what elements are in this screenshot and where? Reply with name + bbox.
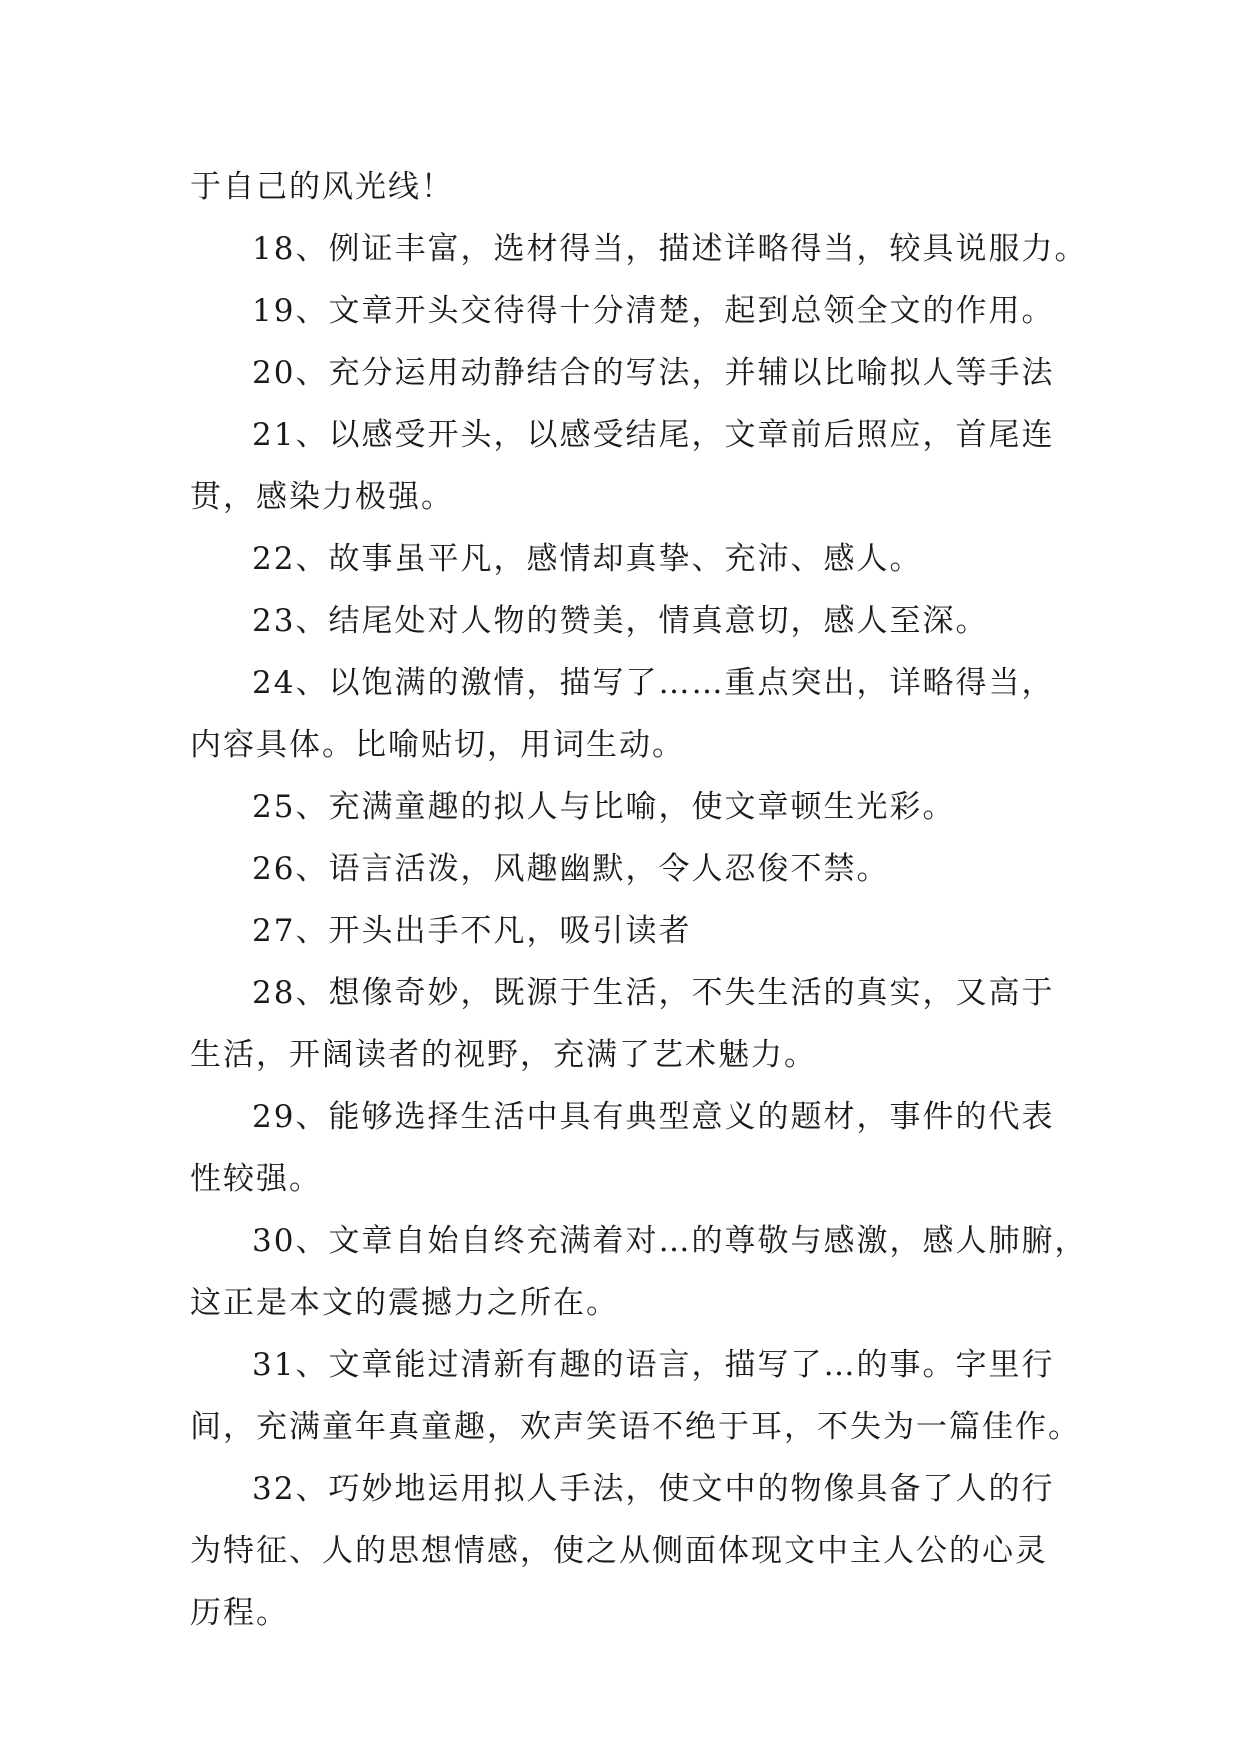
text-line: 18、例证丰富，选材得当，描述详略得当，较具说服力。	[252, 231, 1088, 267]
text-line: 为特征、人的思想情感，使之从侧面体现文中主人公的心灵	[190, 1533, 1048, 1569]
text-line: 31、文章能过清新有趣的语言，描写了…的事。字里行	[252, 1347, 1055, 1383]
text-line: 27、开头出手不凡，吸引读者	[252, 913, 692, 949]
text-line: 24、以饱满的激情，描写了……重点突出，详略得当，	[252, 665, 1055, 701]
text-line: 25、充满童趣的拟人与比喻，使文章顿生光彩。	[252, 789, 956, 825]
text-line: 20、充分运用动静结合的写法，并辅以比喻拟人等手法	[252, 355, 1055, 391]
text-line: 22、故事虽平凡，感情却真挚、充沛、感人。	[252, 541, 923, 577]
text-line: 28、想像奇妙，既源于生活，不失生活的真实，又高于	[252, 975, 1055, 1011]
text-line: 19、文章开头交待得十分清楚，起到总领全文的作用。	[252, 293, 1055, 329]
text-line: 间，充满童年真童趣，欢声笑语不绝于耳，不失为一篇佳作。	[190, 1409, 1081, 1445]
text-line: 26、语言活泼，风趣幽默，令人忍俊不禁。	[252, 851, 890, 887]
text-line: 21、以感受开头，以感受结尾，文章前后照应，首尾连	[252, 417, 1055, 453]
text-line: 内容具体。比喻贴切，用词生动。	[190, 727, 685, 763]
text-line: 于自己的风光线！	[190, 169, 454, 205]
text-line: 生活，开阔读者的视野，充满了艺术魅力。	[190, 1037, 817, 1073]
text-line: 32、巧妙地运用拟人手法，使文中的物像具备了人的行	[252, 1471, 1055, 1507]
text-line: 23、结尾处对人物的赞美，情真意切，感人至深。	[252, 603, 989, 639]
document-body	[190, 156, 1088, 1644]
text-line: 这正是本文的震撼力之所在。	[190, 1285, 619, 1321]
text-line: 历程。	[190, 1595, 289, 1631]
text-line: 性较强。	[190, 1161, 322, 1197]
text-line: 贯，感染力极强。	[190, 479, 454, 515]
text-line: 29、能够选择生活中具有典型意义的题材，事件的代表	[252, 1099, 1055, 1135]
text-line: 30、文章自始自终充满着对…的尊敬与感激，感人肺腑，	[252, 1223, 1088, 1259]
